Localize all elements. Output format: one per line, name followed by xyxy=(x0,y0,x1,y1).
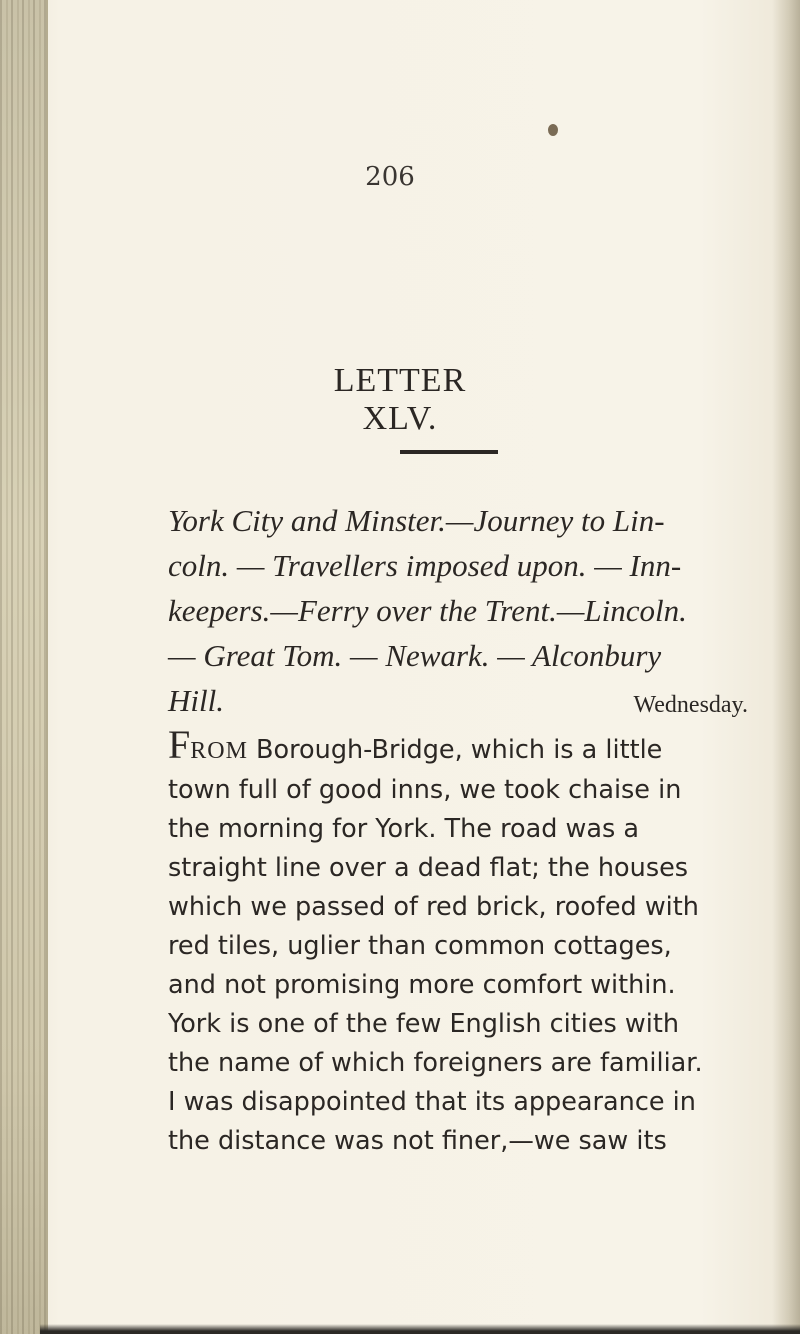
page-edge-shadow xyxy=(772,0,800,1334)
heading-rule xyxy=(400,450,498,454)
summary-line: — Great Tom. — Newark. — Alconbury xyxy=(168,638,662,673)
summary-line: keepers.—Ferry over the Trent.—Lincoln. xyxy=(168,593,687,628)
body-line: and not promising more comfort within. xyxy=(168,970,676,1000)
body-line: the distance was not finer,—we saw its xyxy=(168,1126,667,1156)
page-number: 206 xyxy=(365,162,415,192)
summary-line: coln. — Travellers imposed upon. — Inn- xyxy=(168,548,682,583)
small-caps-word: ROM xyxy=(190,738,248,764)
body-line: the morning for York. The road was a xyxy=(168,814,640,844)
letter-heading: LETTER XLV. xyxy=(333,362,467,437)
body-line: which we passed of red brick, roofed with xyxy=(168,892,699,922)
body-line-text: Borough-Bridge, which is a little xyxy=(247,735,663,765)
initial-letter: F xyxy=(168,722,191,767)
dateline: Wednesday. xyxy=(633,692,748,718)
body-text xyxy=(168,722,758,1161)
bottom-edge xyxy=(40,1324,800,1334)
body-line: York is one of the few English cities with xyxy=(168,1009,679,1039)
body-line xyxy=(168,722,758,771)
body-line: I was disappointed that its appearance in xyxy=(168,1087,696,1117)
body-line: straight line over a dead flat; the houses xyxy=(168,853,689,883)
summary-line: Hill. xyxy=(168,683,224,718)
body-line: red tiles, uglier than common cottages, xyxy=(168,931,672,961)
summary-line: York City and Minster.—Journey to Lin- xyxy=(168,503,665,538)
body-line: the name of which foreigners are familiar. xyxy=(168,1048,703,1078)
chapter-summary xyxy=(168,498,743,723)
body-line: town full of good inns, we took chaise in xyxy=(168,775,682,805)
ink-spot xyxy=(548,124,558,136)
binding-edge xyxy=(0,0,48,1334)
